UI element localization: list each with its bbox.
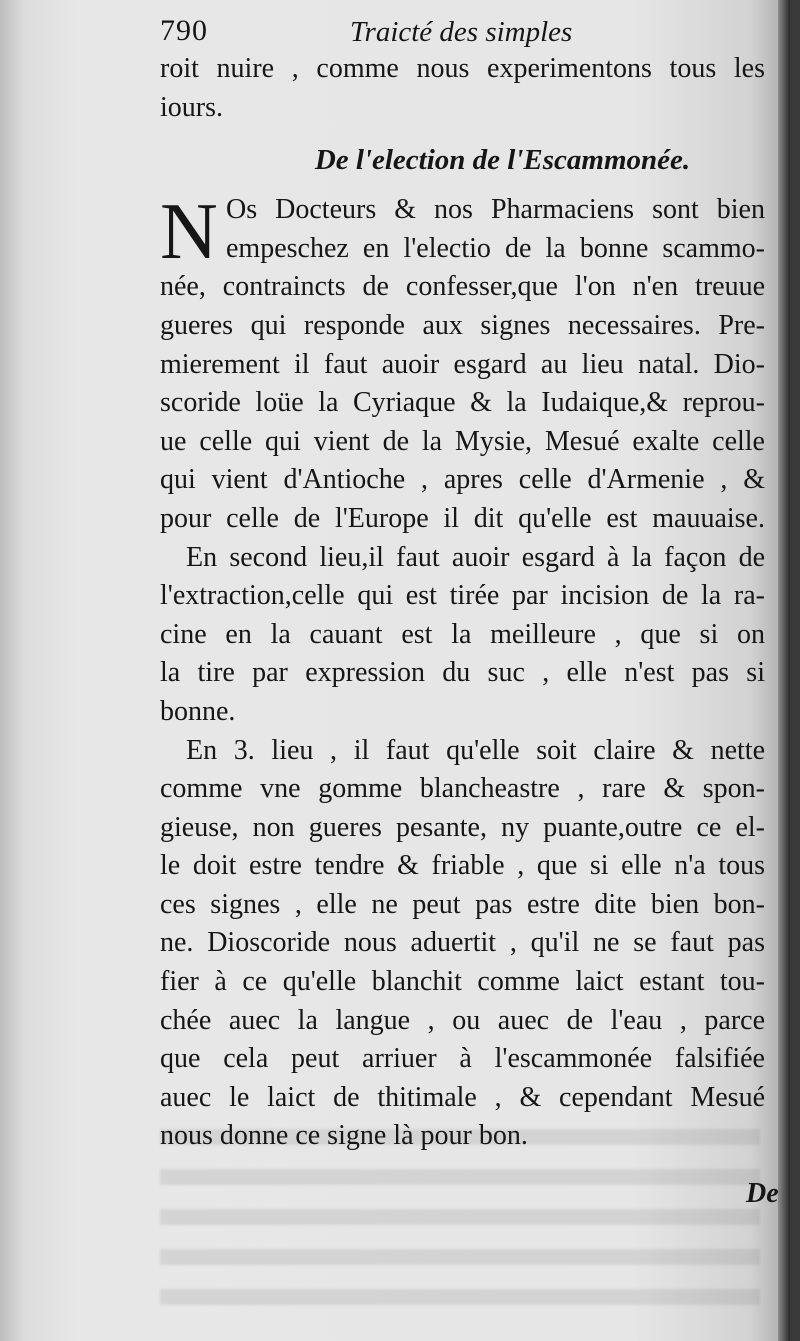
text-line: fier à ce qu'elle blanchit comme laict estant tou- xyxy=(160,966,765,998)
page-number: 790 xyxy=(160,14,208,47)
text-line: bonne. xyxy=(160,695,236,727)
text-line: cine en la cauant est la meilleure , que si on xyxy=(160,618,765,650)
text-line: En 3. lieu , il faut qu'elle soit claire & nette xyxy=(186,734,765,766)
running-head: Traicté des simples xyxy=(350,16,573,48)
text-line: mierement il faut auoir esgard au lieu natal. Dio- xyxy=(160,348,765,380)
page-gutter xyxy=(778,0,790,1341)
page-header xyxy=(160,14,760,54)
text-line: gueres qui responde aux signes necessaires. Pre- xyxy=(160,309,765,341)
text-line: auec le laict de thitimale , & cependant Mesué xyxy=(160,1081,765,1113)
text-line: ces signes , elle ne peut pas estre dite bien bon- xyxy=(160,888,765,920)
text-line: pour celle de l'Europe il dit qu'elle est mauuaise. xyxy=(160,502,765,534)
text-line: qui vient d'Antioche , apres celle d'Armenie , & xyxy=(160,464,765,496)
text-line: En second lieu,il faut auoir esgard à la façon de xyxy=(186,541,765,573)
text-line: l'extraction,celle qui est tirée par incision de la ra- xyxy=(160,580,765,612)
drop-cap: N xyxy=(160,188,218,277)
text-line: comme vne gomme blancheastre , rare & spon- xyxy=(160,773,765,805)
text-line: chée auec la langue , ou auec de l'eau , parce xyxy=(160,1004,765,1036)
text-line: roit nuire , comme nous experimentons tous les xyxy=(160,53,765,84)
catchword: De xyxy=(746,1178,779,1209)
third-paragraph xyxy=(160,732,765,1157)
second-paragraph xyxy=(160,539,765,732)
body-text xyxy=(160,50,765,1156)
text-line: ue celle qui vient de la Mysie, Mesué exalte celle xyxy=(160,425,765,457)
text-line: la tire par expression du suc , elle n'est pas si xyxy=(160,657,765,689)
text-line: gieuse, non gueres pesante, ny puante,outre ce el- xyxy=(160,811,765,843)
text-line: scoride loüe la Cyriaque & la Iudaique,& reprou- xyxy=(160,387,765,419)
section-title: De l'election de l'Escammonée. xyxy=(314,144,691,177)
text-line: Os Docteurs & nos Pharmaciens sont bien xyxy=(226,194,765,226)
text-line: nous donne ce signe là pour bon. xyxy=(160,1120,528,1152)
text-line: que cela peut arriuer à l'escammonée falsifiée xyxy=(160,1043,765,1075)
text-line: née, contraincts de confesser,que l'on n'en treuue xyxy=(160,271,765,303)
text-line: iours. xyxy=(160,91,223,123)
text-line: le doit estre tendre & friable , que si elle n'a tous xyxy=(160,850,765,882)
first-paragraph xyxy=(160,188,765,538)
text-line: empeschez en l'electio de la bonne scammo- xyxy=(226,232,765,264)
text-line: ne. Dioscoride nous aduertit , qu'il ne se faut pas xyxy=(160,927,765,959)
